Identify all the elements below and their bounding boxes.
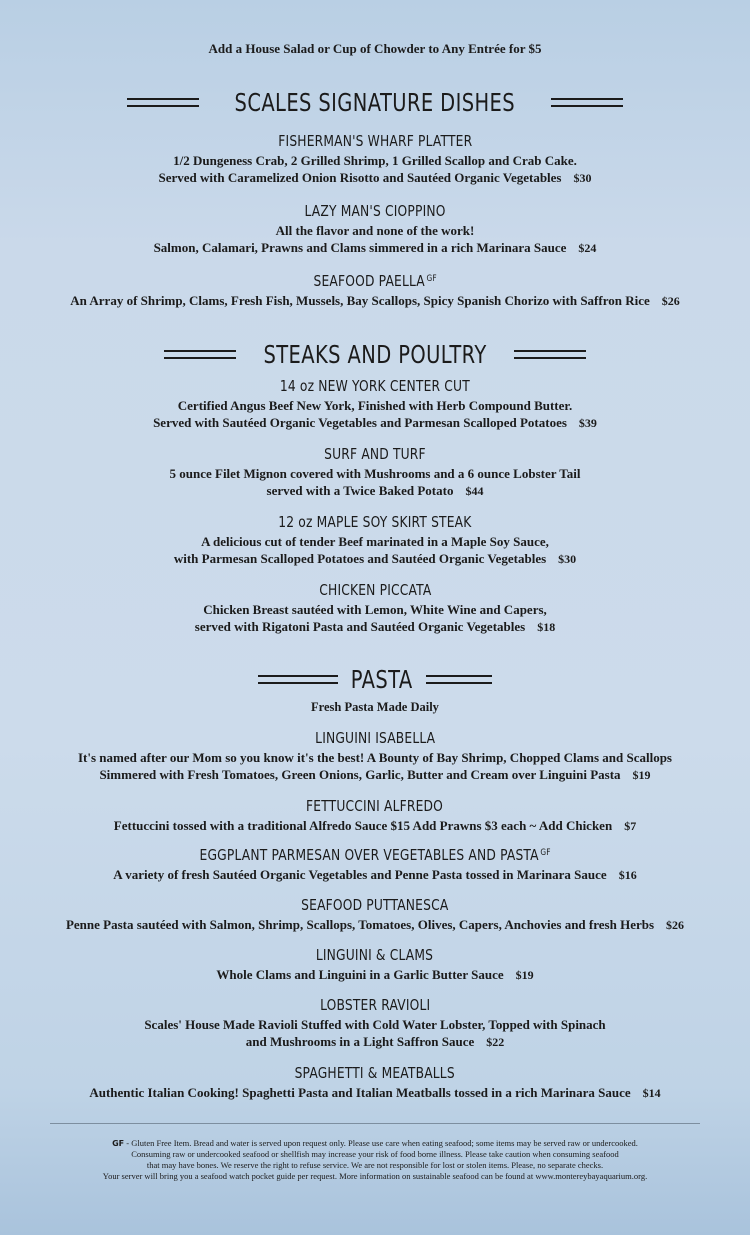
dish-name: SURF AND TURF: [324, 445, 426, 463]
desc-line: and Mushrooms in a Light Saffron Sauce: [245, 1034, 475, 1049]
dish-name: EGGPLANT PARMESAN OVER VEGETABLES AND PASTA: [199, 846, 539, 864]
divider-rule: [551, 98, 623, 107]
desc-line: Certified Angus Beef New York, Finished with Herb Compound Butter.: [177, 398, 573, 413]
desc-line: Salmon, Calamari, Prawns and Clams simmered in a rich Marinara Sauce: [153, 240, 567, 255]
dish-item: [0, 202, 750, 257]
desc-line: Simmered with Fresh Tomatoes, Green Onions, Garlic, Butter and Cream over Linguini Pasta: [99, 767, 621, 782]
dish-name: FETTUCCINI ALFREDO: [306, 797, 444, 815]
footer-line: - Gluten Free Item. Bread and water is served upon request only. Please use care when eating seafood; some items may be served raw or undercooked.: [124, 1138, 638, 1148]
dish-description: [0, 1084, 750, 1102]
dish-name-wrap: [199, 846, 550, 864]
desc-line: Served with Caramelized Onion Risotto and Sautéed Organic Vegetables: [158, 170, 562, 185]
section-title: STEAKS AND POULTRY: [263, 340, 487, 369]
dish-price: $26: [661, 294, 680, 308]
dish-item: [0, 846, 750, 884]
divider-rule: [426, 675, 492, 684]
dish-name: SEAFOOD PUTTANESCA: [301, 896, 449, 914]
dish-name: 12 oz MAPLE SOY SKIRT STEAK: [278, 513, 472, 531]
dish-price: $39: [578, 416, 597, 430]
dish-price: $18: [537, 620, 556, 634]
dish-price: $7: [624, 819, 637, 833]
section-header-steaks: [0, 340, 750, 369]
dish-description: [0, 916, 750, 934]
dish-price: $30: [558, 552, 577, 566]
desc-line: Served with Sautéed Organic Vegetables and Parmesan Scalloped Potatoes: [153, 415, 567, 430]
dish-description: [0, 465, 750, 500]
dish-description: [0, 1016, 750, 1051]
dish-description: [0, 222, 750, 257]
divider-rule: [164, 350, 236, 359]
footer-divider: [50, 1123, 700, 1124]
section-header-signature: [0, 88, 750, 117]
dish-item: [0, 729, 750, 784]
desc-line: Scales' House Made Ravioli Stuffed with Cold Water Lobster, Topped with Spinach: [144, 1017, 606, 1032]
desc-line: 1/2 Dungeness Crab, 2 Grilled Shrimp, 1 Grilled Scallop and Crab Cake.: [173, 153, 577, 168]
dish-item: [0, 272, 750, 310]
dish-name: SPAGHETTI & MEATBALLS: [294, 1064, 456, 1082]
dish-description: [0, 866, 750, 884]
desc-line: An Array of Shrimp, Clams, Fresh Fish, Mussels, Bay Scallops, Spicy Spanish Chorizo with Saffron Rice: [70, 293, 650, 308]
dish-description: [0, 966, 750, 984]
desc-line: It's named after our Mom so you know it's the best! A Bounty of Bay Shrimp, Chopped Clams and Scallops: [78, 750, 672, 765]
dish-name: LAZY MAN'S CIOPPINO: [304, 202, 446, 220]
desc-line: Authentic Italian Cooking! Spaghetti Pasta and Italian Meatballs tossed in a rich Marinara Sauce: [89, 1085, 631, 1100]
dish-name: LOBSTER RAVIOLI: [319, 996, 431, 1014]
dish-name: FISHERMAN'S WHARF PLATTER: [277, 132, 473, 150]
divider-rule: [514, 350, 586, 359]
desc-line: 5 ounce Filet Mignon covered with Mushrooms and a 6 ounce Lobster Tail: [169, 466, 581, 481]
section-subtitle: Fresh Pasta Made Daily: [311, 700, 439, 714]
top-note: Add a House Salad or Cup of Chowder to Any Entrée for $5: [208, 41, 542, 56]
dish-name: LINGUINI ISABELLA: [314, 729, 436, 747]
gluten-free-key: GF: [112, 1139, 125, 1148]
dish-item: [0, 797, 750, 835]
footer-line: that may have bones. We reserve the right to refuse service. We are not responsible for lost or stolen items. Please, no separate checks.: [146, 1160, 604, 1170]
dish-item: [0, 445, 750, 500]
section-header-pasta: [0, 665, 750, 694]
desc-line: All the flavor and none of the work!: [275, 223, 475, 238]
divider-rule: [258, 675, 338, 684]
dish-item: [0, 581, 750, 636]
footer-line: Consuming raw or undercooked seafood or shellfish may increase your risk of food borne illness. Please take caution when consuming seafood: [131, 1149, 619, 1159]
dish-description: [0, 397, 750, 432]
dish-name-wrap: [313, 272, 436, 290]
dish-price: $44: [465, 484, 484, 498]
dish-description: [0, 749, 750, 784]
dish-item: [0, 513, 750, 568]
dish-name: LINGUINI & CLAMS: [316, 946, 434, 964]
gluten-free-badge: GF: [540, 848, 551, 858]
dish-item: [0, 896, 750, 934]
dish-price: $24: [578, 241, 597, 255]
desc-line: Whole Clams and Linguini in a Garlic Butter Sauce: [216, 967, 504, 982]
dish-price: $14: [642, 1086, 661, 1100]
dish-description: [0, 817, 750, 835]
footer-line: Your server will bring you a seafood watch pocket guide per request. More information on sustainable seafood can be found at www.montereybayaquarium.org.: [102, 1171, 648, 1181]
desc-line: with Parmesan Scalloped Potatoes and Sautéed Organic Vegetables: [173, 551, 547, 566]
dish-price: $19: [632, 768, 651, 782]
dish-price: $22: [486, 1035, 505, 1049]
dish-item: [0, 996, 750, 1051]
gluten-free-badge: GF: [426, 274, 437, 284]
desc-line: A variety of fresh Sautéed Organic Vegetables and Penne Pasta tossed in Marinara Sauce: [113, 867, 607, 882]
desc-line: A delicious cut of tender Beef marinated in a Maple Soy Sauce,: [201, 534, 549, 549]
dish-description: [0, 601, 750, 636]
dish-price: $19: [515, 968, 534, 982]
footer-disclaimer: [0, 1138, 750, 1182]
dish-price: $30: [573, 171, 592, 185]
dish-item: [0, 132, 750, 187]
dish-item: [0, 377, 750, 432]
dish-description: [0, 152, 750, 187]
dish-item: [0, 946, 750, 984]
desc-line: Penne Pasta sautéed with Salmon, Shrimp, Scallops, Tomatoes, Olives, Capers, Anchovies and fresh Herbs: [65, 917, 655, 932]
dish-name: CHICKEN PICCATA: [318, 581, 432, 599]
dish-name: SEAFOOD PAELLA: [313, 272, 425, 290]
dish-name: 14 oz NEW YORK CENTER CUT: [279, 377, 471, 395]
desc-line: served with a Twice Baked Potato: [266, 483, 454, 498]
dish-price: $16: [618, 868, 637, 882]
desc-line: Fettuccini tossed with a traditional Alfredo Sauce $15 Add Prawns $3 each ~ Add Chicken: [113, 818, 613, 833]
desc-line: Chicken Breast sautéed with Lemon, White Wine and Capers,: [203, 602, 547, 617]
section-title: SCALES SIGNATURE DISHES: [234, 88, 516, 117]
dish-price: $26: [666, 918, 685, 932]
dish-description: [0, 533, 750, 568]
dish-item: [0, 1064, 750, 1102]
dish-description: [0, 292, 750, 310]
divider-rule: [127, 98, 199, 107]
desc-line: served with Rigatoni Pasta and Sautéed Organic Vegetables: [194, 619, 526, 634]
section-title: PASTA: [351, 665, 413, 694]
